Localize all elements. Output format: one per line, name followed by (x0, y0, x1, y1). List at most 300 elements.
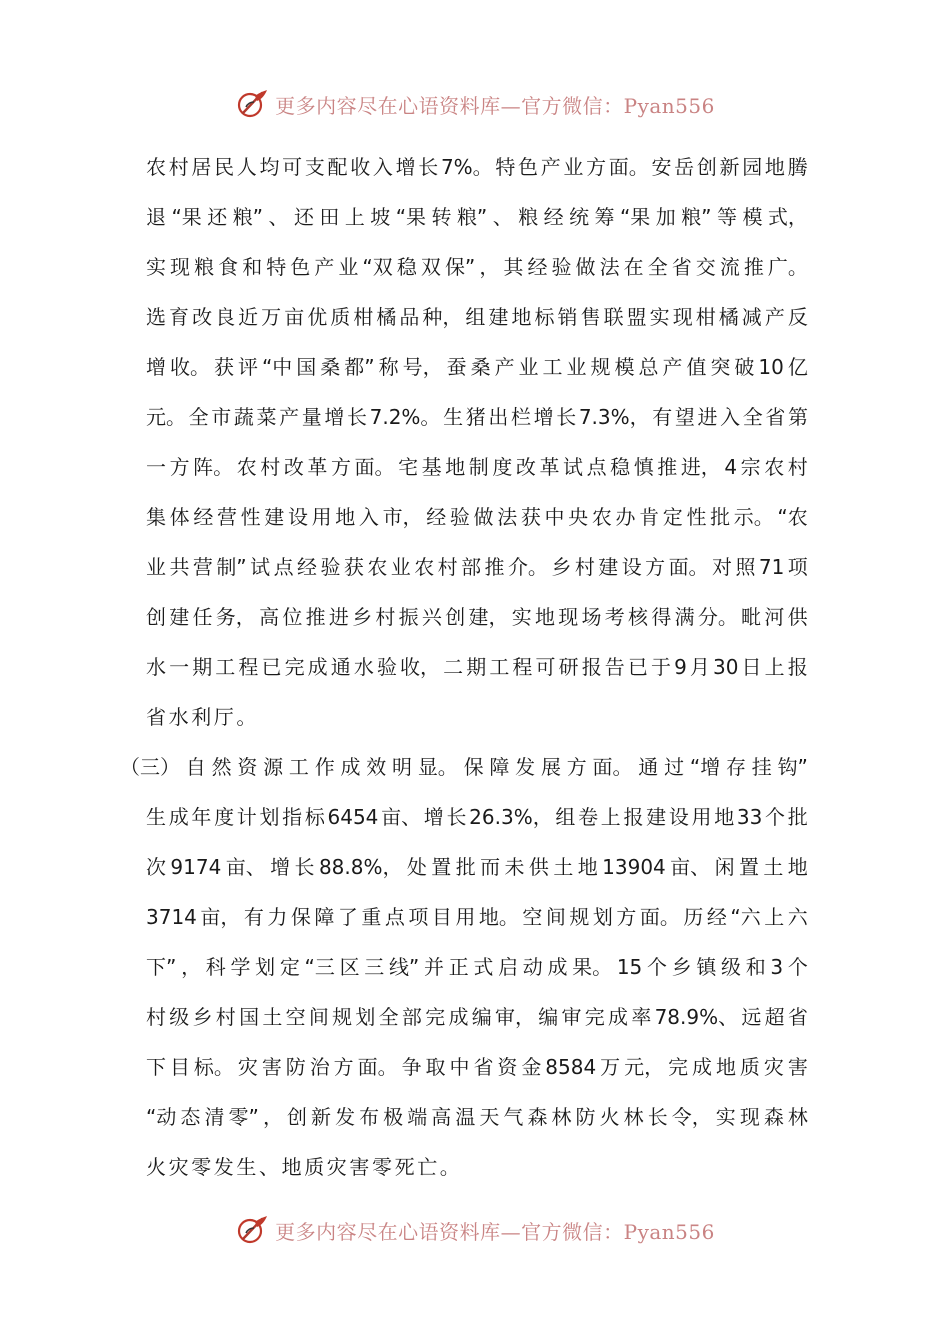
text-segment: 反 (787, 305, 808, 329)
text-segment: 村 (787, 455, 808, 479)
text-segment: 亩、 (225, 855, 266, 879)
text-line (146, 592, 808, 642)
text-segment: 高 (431, 1105, 452, 1129)
text-segment: 元， (624, 1055, 665, 1079)
text-segment: 做 (575, 255, 596, 279)
text-segment: 务， (215, 605, 256, 629)
text-segment: 种， (422, 305, 463, 329)
text-segment: 量 (301, 405, 322, 429)
text-segment: 省水利厅。 (146, 705, 259, 729)
text-segment: 产 (540, 155, 561, 179)
text-segment: 面。 (357, 1055, 398, 1079)
text-line (146, 992, 808, 1042)
text-line (146, 342, 808, 392)
text-segment: 验 (376, 655, 397, 679)
text-segment: 中 (449, 1055, 470, 1079)
text-segment: 划 (592, 905, 613, 929)
text-segment: 省 (765, 405, 786, 429)
quill-logo-icon (235, 1213, 269, 1247)
text-segment: 7%。 (440, 155, 493, 179)
text-segment: 腾 (787, 155, 808, 179)
text-segment: 称 (378, 355, 399, 379)
text-segment: 稳 (610, 455, 631, 479)
text-segment: 民 (214, 155, 235, 179)
text-segment: 、 (268, 205, 289, 229)
text-segment: 产 (279, 405, 300, 429)
text-segment: 农 (367, 555, 388, 579)
text-segment: 供 (528, 855, 549, 879)
text-segment: 全 (647, 255, 668, 279)
text-segment: 地 (714, 805, 735, 829)
text-segment: 展 (540, 755, 561, 779)
text-segment: 现 (739, 1105, 760, 1129)
text-segment: 减 (741, 305, 762, 329)
text-segment: 农 (764, 455, 785, 479)
text-segment: 粮” (232, 205, 264, 229)
text-segment: 端 (407, 1105, 428, 1129)
text-segment: “三 (304, 955, 335, 979)
text-segment: 地 (787, 855, 808, 879)
text-segment: 镇 (696, 955, 717, 979)
text-segment: 市 (211, 405, 232, 429)
text-segment: 体 (169, 505, 190, 529)
text-segment: 8584 (545, 1055, 597, 1079)
text-segment: 计 (236, 805, 257, 829)
text-segment: 上 (764, 905, 785, 929)
text-segment: 生 (146, 805, 166, 829)
text-segment: 治 (309, 1055, 330, 1079)
text-segment: 水 (353, 655, 374, 679)
text-segment: 乡 (192, 1005, 213, 1029)
text-segment: 市， (382, 505, 423, 529)
text-segment: 增 (395, 155, 416, 179)
text-segment: 农 (236, 455, 257, 479)
text-segment: 品 (399, 305, 420, 329)
text-segment: 桑 (320, 355, 341, 379)
text-segment: 规 (569, 905, 590, 929)
text-segment: 建 (264, 505, 285, 529)
text-segment: 河 (764, 605, 785, 629)
text-segment: 省 (473, 1055, 494, 1079)
text-segment: 而 (480, 855, 501, 879)
text-segment: 增 (146, 355, 166, 379)
text-segment: 创 (146, 605, 166, 629)
text-segment: 村 (215, 1005, 236, 1029)
text-segment: 验 (320, 555, 341, 579)
text-segment: 用 (691, 805, 712, 829)
text-segment: 组 (555, 805, 576, 829)
text-segment: 粮” (681, 205, 712, 229)
text-segment: 研 (558, 655, 579, 679)
text-segment: 批 (455, 855, 476, 879)
text-segment: 推 (484, 555, 505, 579)
text-segment: 可 (282, 155, 303, 179)
text-segment: 考 (604, 605, 625, 629)
text-segment: 栏 (510, 405, 531, 429)
text-segment: 蚕 (446, 355, 467, 379)
text-segment: 88.8%， (318, 855, 403, 879)
text-segment: 部 (401, 1005, 422, 1029)
text-segment: 极 (383, 1105, 404, 1129)
text-segment: 方 (645, 555, 666, 579)
text-segment: 工 (288, 755, 309, 779)
text-segment: 下 (146, 1055, 166, 1079)
text-segment: 产 (662, 355, 683, 379)
text-segment: 现 (170, 255, 191, 279)
text-segment: 灾 (763, 1055, 784, 1079)
text-segment: 标。 (193, 1055, 234, 1079)
text-segment: 方 (566, 755, 587, 779)
text-segment: 用 (455, 905, 476, 929)
text-segment: 农 (146, 155, 166, 179)
text-segment: 村 (574, 555, 595, 579)
text-segment: 级 (169, 1005, 190, 1029)
text-segment: 力 (267, 905, 288, 929)
text-segment: 度 (492, 455, 513, 479)
text-segment: 间 (308, 1005, 329, 1029)
text-segment: 项 (408, 905, 429, 929)
text-segment: 毗 (741, 605, 762, 629)
text-segment: 未 (504, 855, 525, 879)
text-segment: 产 (764, 305, 785, 329)
text-segment: 双 (420, 255, 441, 279)
text-segment: 经 (706, 905, 727, 929)
text-segment: “果 (395, 205, 427, 229)
text-segment: 用 (311, 505, 332, 529)
text-segment: 经 (527, 255, 548, 279)
text-segment: 定 (662, 505, 683, 529)
text-segment: 林 (787, 1105, 808, 1129)
text-segment: 上 (600, 805, 621, 829)
text-segment: 期 (466, 655, 487, 679)
text-segment: 推 (305, 605, 326, 629)
watermark-header (0, 84, 950, 124)
text-segment: 7.2%。 (369, 405, 441, 429)
text-segment: 障 (489, 755, 510, 779)
text-segment: 地 (335, 505, 356, 529)
text-segment: 标 (534, 305, 555, 329)
text-segment: 建 (598, 555, 619, 579)
text-segment: 果。 (572, 955, 613, 979)
text-line (146, 1042, 808, 1092)
text-segment: 营 (216, 505, 237, 529)
text-segment: 上 (764, 655, 785, 679)
text-segment: 介。 (507, 555, 548, 579)
text-segment: 亿 (787, 355, 808, 379)
text-segment: 菜 (256, 405, 277, 429)
text-segment: 突 (710, 355, 731, 379)
text-segment: 报 (581, 655, 602, 679)
text-segment: 全 (742, 405, 763, 429)
text-segment: 科 (205, 955, 226, 979)
text-segment: 振 (398, 605, 419, 629)
text-segment: 法 (599, 255, 620, 279)
text-segment: 方 (616, 905, 637, 929)
text-segment: 模 (614, 355, 635, 379)
text-segment: 点 (586, 455, 607, 479)
text-segment: 挂 (751, 755, 772, 779)
text-segment: 日 (741, 655, 762, 679)
text-segment: 地 (445, 455, 466, 479)
text-segment: 坡 (370, 205, 391, 229)
text-segment: 和 (242, 255, 263, 279)
quill-logo-icon (235, 87, 269, 121)
text-segment: 个 (787, 955, 808, 979)
text-segment: 特 (266, 255, 287, 279)
text-segment: 7.3%， (578, 405, 650, 429)
text-segment: 革 (539, 455, 560, 479)
text-segment: “果 (171, 205, 202, 229)
text-segment: 第 (788, 405, 808, 429)
text-segment: “双 (362, 255, 393, 279)
text-segment: 新 (719, 155, 740, 179)
text-segment: 居 (191, 155, 212, 179)
text-segment: 阵。 (193, 455, 234, 479)
text-segment: 办 (615, 505, 636, 529)
text-segment: 工 (489, 655, 510, 679)
text-segment: 面。 (354, 455, 395, 479)
text-segment: 都” (344, 355, 375, 379)
text-segment: 林 (623, 1105, 644, 1129)
text-segment: ， (479, 255, 500, 279)
text-segment: 现 (672, 305, 693, 329)
text-segment: 一 (146, 455, 166, 479)
text-line (146, 642, 808, 692)
text-segment: 编 (538, 1005, 559, 1029)
text-segment: 发 (515, 755, 536, 779)
text-segment: 建 (169, 605, 190, 629)
text-segment: “农 (777, 505, 808, 529)
text-segment: 安 (651, 155, 672, 179)
text-segment: 评 (237, 355, 258, 379)
text-segment: 粮 (518, 205, 539, 229)
text-line (146, 692, 808, 742)
text-segment: 工 (542, 355, 563, 379)
text-segment: 在 (623, 255, 644, 279)
text-segment: 率 (631, 1005, 652, 1029)
text-segment: 程 (512, 655, 533, 679)
text-segment: 火 (599, 1105, 620, 1129)
text-segment: 线” (388, 955, 420, 979)
text-segment: 销 (557, 305, 578, 329)
text-segment: 温 (455, 1105, 476, 1129)
text-segment: 26.3%， (469, 805, 553, 829)
text-segment: 国 (296, 355, 317, 379)
text-segment: 工 (215, 655, 236, 679)
text-segment: ， (262, 1105, 283, 1129)
text-segment: 共 (169, 555, 190, 579)
text-segment: 望 (674, 405, 695, 429)
text-segment: “增 (689, 755, 721, 779)
text-line (146, 242, 808, 292)
text-segment: 土 (553, 855, 574, 879)
text-segment: 置 (431, 855, 452, 879)
text-segment: 创 (445, 605, 466, 629)
text-segment: 通 (638, 755, 659, 779)
text-segment: “果 (619, 205, 651, 229)
text-segment: 集 (146, 505, 166, 529)
text-segment: 满 (674, 605, 695, 629)
text-segment: 育 (169, 305, 190, 329)
watermark-text: 更多内容尽在心语资料库—官方微信：Pyan556 (275, 93, 715, 118)
text-segment: 令， (671, 1105, 712, 1129)
text-segment: 处 (406, 855, 427, 879)
text-segment: 二 (443, 655, 464, 679)
text-segment: 革 (307, 455, 328, 479)
text-segment: 33 (736, 805, 763, 829)
text-segment: 增 (423, 805, 444, 829)
text-segment: 创 (286, 1105, 307, 1129)
text-segment: 总 (638, 355, 659, 379)
document-body (120, 142, 808, 1192)
text-segment: 良 (215, 305, 236, 329)
text-segment: 万 (600, 1055, 621, 1079)
text-segment: 流 (719, 255, 740, 279)
text-segment: 6454 (327, 805, 379, 829)
text-segment: 性 (686, 505, 707, 529)
text-segment: 元。 (146, 405, 186, 429)
text-segment: 值 (686, 355, 707, 379)
text-segment: 实 (511, 605, 532, 629)
text-segment: 过 (664, 755, 685, 779)
text-line (120, 742, 808, 792)
text-segment: 取 (425, 1055, 446, 1079)
text-segment: 障 (314, 905, 335, 929)
text-segment: 田 (319, 205, 340, 229)
text-segment: 个 (646, 955, 667, 979)
text-segment: 经 (193, 505, 214, 529)
text-segment: 入 (372, 155, 393, 179)
text-segment: 收， (400, 655, 441, 679)
text-segment: 13904 (602, 855, 666, 879)
text-segment: 程 (238, 655, 259, 679)
text-segment: 部 (461, 555, 482, 579)
text-segment: 15 (616, 955, 643, 979)
text-segment: 岳 (674, 155, 695, 179)
text-segment: 制” (216, 555, 247, 579)
text-segment: 成 (692, 1055, 713, 1079)
text-segment: 土 (763, 855, 784, 879)
text-segment: 空 (522, 905, 543, 929)
text-segment: 上 (344, 205, 365, 229)
text-segment: 营 (192, 555, 213, 579)
text-segment: 防 (285, 1055, 306, 1079)
text-segment: 点 (273, 555, 294, 579)
text-segment: 报 (787, 655, 808, 679)
text-segment: 空 (285, 1005, 306, 1029)
text-segment: 业 (566, 355, 587, 379)
text-segment: 橘 (376, 305, 397, 329)
text-segment: 、 (492, 205, 513, 229)
text-segment: 制 (468, 455, 489, 479)
text-line (146, 192, 808, 242)
text-segment: 期 (192, 655, 213, 679)
text-segment: 告 (604, 655, 625, 679)
text-segment: 退 (146, 205, 166, 229)
text-segment: （三） (120, 755, 180, 779)
text-segment: 建， (468, 605, 509, 629)
text-segment: 长 (556, 405, 577, 429)
text-segment: 显。 (417, 755, 458, 779)
text-segment: 完 (584, 1005, 605, 1029)
text-segment: 其 (503, 255, 524, 279)
text-segment: 面。 (668, 555, 709, 579)
text-segment: 保 (463, 755, 484, 779)
text-segment: 完 (668, 1055, 689, 1079)
text-segment: 灾 (237, 1055, 258, 1079)
text-segment: 出 (488, 405, 509, 429)
text-segment: 一 (169, 655, 190, 679)
text-segment: 3714 (146, 905, 197, 929)
text-segment: 高 (259, 605, 280, 629)
text-segment: 对 (712, 555, 732, 579)
text-line (146, 292, 808, 342)
text-segment: 村 (437, 555, 458, 579)
text-segment: 还 (207, 205, 228, 229)
text-segment: 得 (651, 605, 672, 629)
text-segment: 等 (717, 205, 737, 229)
text-segment: 核 (628, 605, 649, 629)
text-segment: 转 (431, 205, 452, 229)
text-segment: 9 (674, 655, 687, 679)
text-segment: 农 (591, 505, 612, 529)
text-segment: 新 (311, 1105, 332, 1129)
text-segment: 个 (765, 805, 786, 829)
text-segment: 地 (764, 155, 785, 179)
text-segment: 业 (390, 555, 411, 579)
text-segment: 村 (146, 1005, 166, 1029)
text-segment: 超 (764, 1005, 785, 1029)
text-segment: 远 (741, 1005, 762, 1029)
text-segment: 稳 (396, 255, 417, 279)
text-line (146, 142, 808, 192)
text-segment: 71 (758, 555, 785, 579)
text-segment: “六 (730, 905, 761, 929)
text-segment: 成 (608, 1005, 629, 1029)
text-segment: 进 (328, 605, 349, 629)
text-segment: 历 (683, 905, 704, 929)
text-segment: 方 (330, 455, 351, 479)
text-segment: 成 (168, 805, 189, 829)
text-segment: 可 (535, 655, 556, 679)
text-segment: 获 (213, 355, 234, 379)
text-segment: 地 (577, 855, 598, 879)
text-segment: 村 (375, 605, 396, 629)
text-segment: 下” (146, 955, 177, 979)
text-segment: 现 (558, 605, 579, 629)
text-segment: 增 (324, 405, 345, 429)
text-segment: 试 (250, 555, 271, 579)
text-segment: 月 (689, 655, 710, 679)
text-segment: 模 (742, 205, 763, 229)
text-segment: 基 (421, 455, 442, 479)
text-segment: 推 (657, 455, 678, 479)
text-segment: 还 (293, 205, 314, 229)
text-segment: 成 (340, 755, 361, 779)
text-segment: 食 (218, 255, 239, 279)
text-segment: 加 (655, 205, 676, 229)
text-segment: 土 (262, 1005, 283, 1029)
text-segment: 蔬 (233, 405, 254, 429)
text-segment: 产 (494, 355, 515, 379)
text-segment: 建 (646, 805, 667, 829)
text-segment: 人 (236, 155, 257, 179)
text-segment: 万 (261, 305, 282, 329)
text-segment: 项 (787, 555, 808, 579)
text-segment: 照 (735, 555, 756, 579)
text-segment: 方 (333, 1055, 354, 1079)
text-segment: 完 (284, 655, 305, 679)
